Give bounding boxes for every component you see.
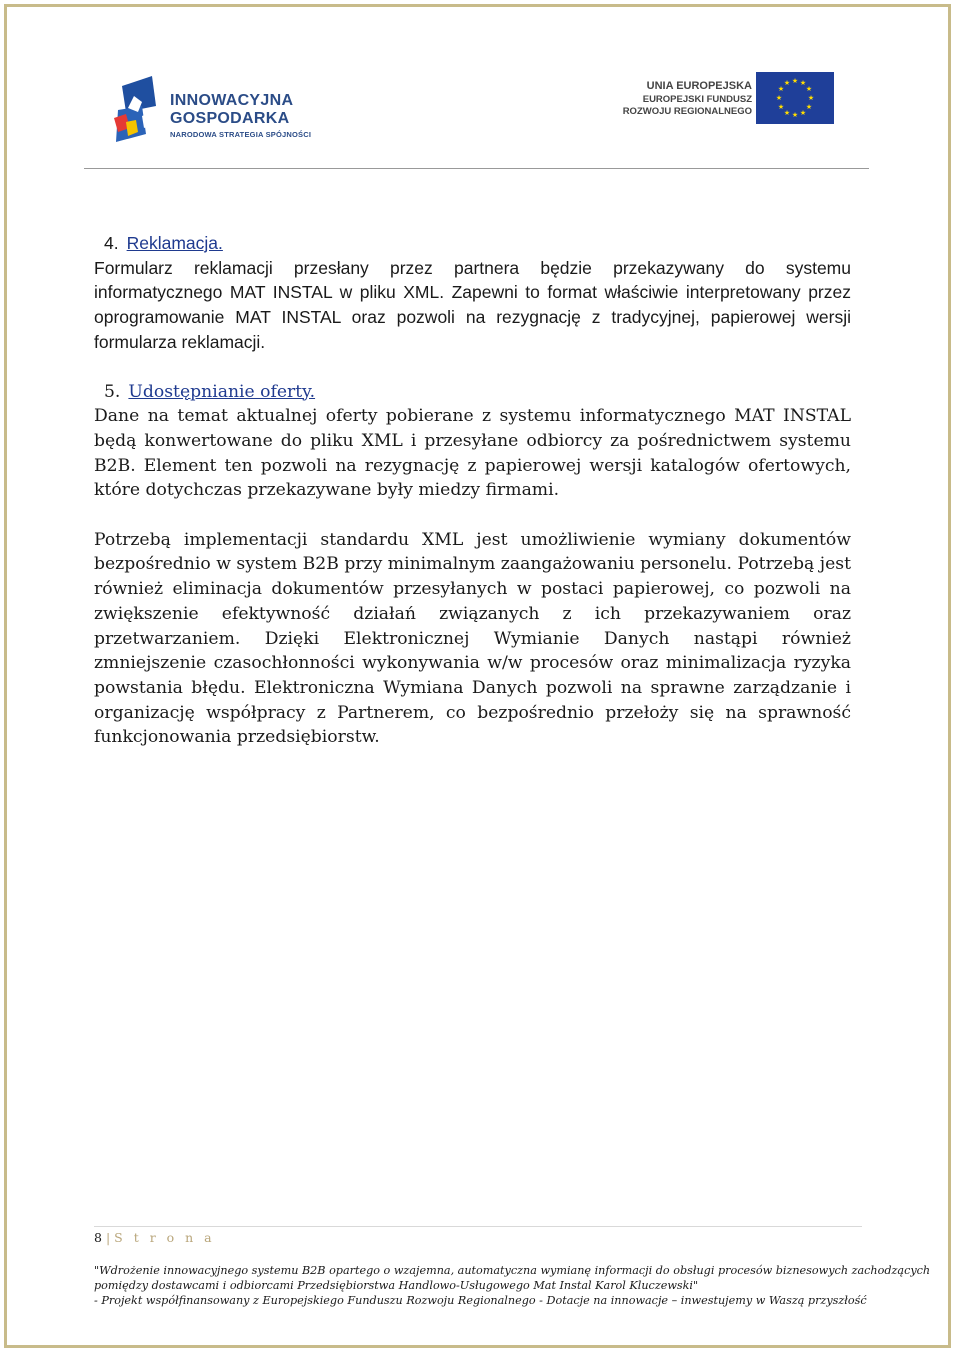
svg-text:★: ★ bbox=[777, 103, 785, 111]
header-divider bbox=[84, 168, 869, 169]
svg-text:★: ★ bbox=[777, 85, 785, 93]
page-separator: | bbox=[105, 1230, 111, 1245]
page-number-line bbox=[94, 1230, 215, 1245]
page-word: S t r o n a bbox=[114, 1230, 216, 1245]
svg-text:★: ★ bbox=[805, 85, 813, 93]
logo-line-2: GOSPODARKA bbox=[170, 110, 290, 127]
section-4-title-link[interactable]: Reklamacja. bbox=[126, 233, 223, 253]
summary-paragraph: Potrzebą implementacji standardu XML jest umożliwienie wymiany dokumentów bezpośrednio w system B2B przy minimalnym zaangażowaniu personelu. Potrzebą jest również eliminacja dokumentów przesyłanych w postaci papierowej, co pozwoli na zwiększenie efektywność działań związanych z ich przekazywaniem oraz przetwarzaniem. Dzięki Elektronicznej Wymianie Danych nastąpi również zmniejszenie czasochłonności wykonywania w/w procesów oraz minimalizacja ryzyka powstania błędu. Elektroniczna Wymiana Danych pozwoli na sprawne zarządzanie i organizację współpracy z Partnerem, co bezpośrednio przełoży się na sprawność funkcjonowania przedsiębiorstw. bbox=[94, 529, 851, 748]
svg-text:★: ★ bbox=[783, 109, 791, 117]
section-5-title-link[interactable]: Udostępnianie oferty. bbox=[128, 381, 316, 402]
section-4-text: Formularz reklamacji przesłany przez partnera będzie przekazywany do systemu informatycznego MAT INSTAL w pliku XML. Zapewni to format właściwie interpretowany przez oprogramowanie MAT INSTAL oraz pozwoli na rezygnację z tradycyjnej, papierowej wersji formularza reklamacji. bbox=[94, 257, 851, 352]
svg-text:★: ★ bbox=[805, 103, 813, 111]
svg-text:★: ★ bbox=[791, 111, 799, 119]
logo-line-1: INNOWACYJNA bbox=[170, 92, 294, 109]
svg-text:★: ★ bbox=[807, 94, 815, 102]
svg-text:★: ★ bbox=[799, 109, 807, 117]
logo-line-3: NARODOWA STRATEGIA SPÓJNOŚCI bbox=[170, 130, 312, 139]
section-4-heading bbox=[94, 231, 851, 256]
section-5-heading bbox=[94, 380, 851, 405]
page-number: 8 bbox=[94, 1230, 102, 1245]
svg-text:★: ★ bbox=[783, 79, 791, 87]
section-5-text: Dane na temat aktualnej oferty pobierane z systemu informatycznego MAT INSTAL będą konwertowane do pliku XML i przesyłane odbiorcy za pośrednictwem systemu B2B. Element ten pozwoli na rezygnację z papierowej wersji katalogów ofertowych, które dotychczas przekazywane były miedzy firmami. bbox=[94, 406, 851, 501]
footer-line-2: pomiędzy dostawcami i odbiorcami Przedsiębiorstwa Handlowo-Usługowego Mat Instal Karol Kluczewski" bbox=[94, 1279, 699, 1292]
svg-text:★: ★ bbox=[775, 94, 783, 102]
document-body bbox=[94, 231, 851, 750]
eu-logo-line-2: EUROPEJSKI FUNDUSZ bbox=[642, 94, 752, 105]
innowacyjna-gospodarka-logo bbox=[112, 72, 322, 152]
footer-line-3: - Projekt współfinansowany z Europejskiego Funduszu Rozwoju Regionalnego - Dotacje na innowacje – inwestujemy w Waszą przyszłość bbox=[94, 1294, 867, 1307]
footer-divider bbox=[94, 1226, 862, 1227]
eu-logo-line-3: ROZWOJU REGIONALNEGO bbox=[622, 106, 752, 117]
eu-logo-line-1: UNIA EUROPEJSKA bbox=[646, 80, 752, 92]
section-4-number: 4. bbox=[104, 233, 119, 253]
eu-flag-icon bbox=[756, 72, 834, 124]
eu-logo bbox=[622, 72, 838, 127]
svg-text:★: ★ bbox=[799, 79, 807, 87]
footer-line-1: "Wdrożenie innowacyjnego systemu B2B opartego o wzajemna, automatyczna wymianę informacji do obsługi procesów biznesowych zachodzących bbox=[94, 1264, 931, 1277]
section-5-number: 5. bbox=[104, 381, 121, 402]
innowacyjna-gospodarka-emblem-icon bbox=[112, 76, 166, 146]
svg-text:★: ★ bbox=[791, 77, 799, 85]
